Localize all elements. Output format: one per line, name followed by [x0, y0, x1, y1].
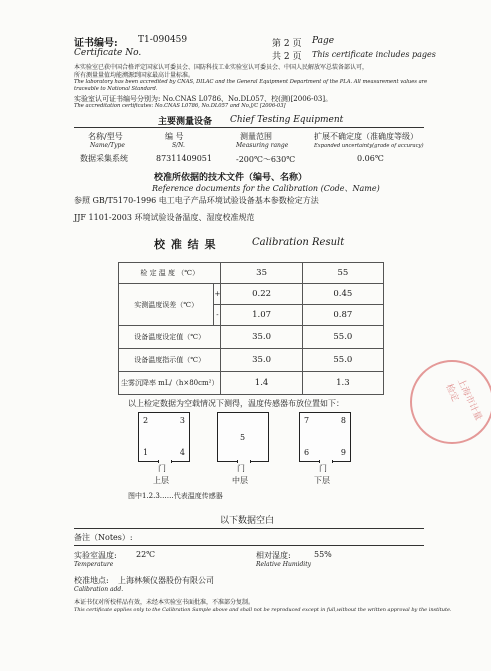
sensor-8: 8: [340, 416, 346, 425]
room-temp-en: Temperature: [74, 561, 114, 568]
setval-a: 35.0: [221, 326, 302, 349]
table-row: [119, 349, 384, 372]
upper-layer-label: 上层: [153, 476, 169, 485]
disclaimer-cn: 本证书仅对所校样品有效，未经本实验室书面批准，不准部分复制。: [74, 599, 255, 606]
accred-en-1: The laboratory has been accredited by CNAS, DILAC and the General Equipment Department of the PLA. All measurement values are: [74, 79, 428, 85]
result-title-cn: 校 准 结 果: [154, 238, 217, 251]
humidity-label: 相对湿度:: [256, 551, 291, 560]
set-temp-label: 检 定 温 度 （℃）: [119, 263, 221, 284]
setval-label: 设备温度设定值（℃）: [119, 326, 221, 349]
sensor-3: 3: [179, 416, 185, 425]
col-sn-cn: 编 号: [165, 132, 184, 141]
red-seal-stamp: [410, 360, 491, 444]
reference-title-cn: 校准所依据的技术文件（编号、名称）: [154, 173, 308, 183]
sensor-1: 1: [143, 448, 149, 457]
accred-cn-1: 本实验室已获中国合格评定国家认可委员会、国防科技工业实验室认可委员会、中国人民解放军总装备部认可，: [74, 64, 369, 71]
blank-note: 以下数据空白: [220, 516, 275, 526]
dev-plus-sign: +: [214, 284, 221, 305]
cert-no-en: Certificate No.: [74, 48, 142, 58]
col-name-cn: 名称/型号: [88, 132, 123, 141]
reference-doc-2: JJF 1101-2003 环境试验设备温度、湿度校准规范: [74, 213, 255, 222]
dev-plus-a: 0.22: [221, 284, 302, 305]
dust-b: 1.3: [302, 372, 383, 395]
total-label: 共 2 页: [272, 52, 302, 62]
sensor-9: 9: [340, 448, 346, 457]
remarks-label: 备注（Notes）:: [74, 533, 133, 542]
cert-no-value: T1-090459: [138, 35, 188, 45]
result-table: [118, 262, 384, 395]
equipment-title-en: Chief Testing Equipment: [230, 115, 344, 125]
room-temp-value: 22℃: [136, 550, 156, 559]
middle-layer-label: 中层: [232, 476, 248, 485]
result-title-en: Calibration Result: [252, 237, 345, 248]
equipment-rule: [74, 127, 424, 128]
accred-no-en: The accreditation certificates: No.CNAS L0786, No.DL057 and No.J/C [2006-03]: [74, 103, 286, 109]
page-en: Page: [312, 36, 335, 46]
equipment-title-cn: 主要测量设备: [158, 117, 213, 127]
table-row: [119, 284, 384, 305]
layout-caption: 以上检定数据为空载情况下测得，温度传感器布放位置如下：: [128, 399, 344, 408]
room-temp-label: 实验室温度:: [74, 551, 117, 560]
set-temp-b: 55: [302, 263, 383, 284]
middle-layer-box: [217, 412, 269, 462]
table-row: [119, 372, 384, 395]
humidity-value: 55%: [314, 550, 332, 559]
lower-layer-box: [299, 412, 351, 462]
dev-label: 实测温度误差（℃）: [119, 284, 214, 326]
indval-a: 35.0: [221, 349, 302, 372]
accred-en-2: traceable to National Standard.: [74, 86, 158, 92]
sensor-7: 7: [304, 416, 310, 425]
col-range-cn: 测量范围: [240, 132, 272, 141]
accred-no-cn: 实验室认可证书编号分别为: No.CNAS L0786、No.DL057、校(测)[2006-03]。: [74, 95, 333, 103]
lower-door-label: 门: [319, 464, 327, 473]
reference-doc-1: 参照 GB/T5170-1996 电工电子产品环境试验设备基本参数检定方法: [74, 196, 319, 205]
sensor-6: 6: [304, 448, 310, 457]
set-temp-a: 35: [221, 263, 302, 284]
reference-title-en: Reference documents for the Calibration (Code、Name): [152, 184, 380, 193]
middle-door-label: 门: [237, 464, 245, 473]
table-row: [119, 326, 384, 349]
indval-label: 设备温度指示值（℃）: [119, 349, 221, 372]
lower-layer-label: 下层: [314, 476, 330, 485]
equip-row-name: 数据采集系统: [80, 154, 128, 163]
calib-location-value: 上海林频仪器股份有限公司: [118, 576, 214, 585]
sensor-caption: 图中1.2.3……代表温度传感器: [128, 492, 223, 500]
page-label: 第 2 页: [272, 39, 302, 49]
equip-row-range: -200℃～630℃: [236, 155, 296, 164]
table-row: [119, 263, 384, 284]
indval-b: 55.0: [302, 349, 383, 372]
sensor-2: 2: [143, 416, 149, 425]
col-name-en: Name/Type: [90, 142, 125, 149]
setval-b: 55.0: [302, 326, 383, 349]
notes-top-rule: [74, 528, 424, 529]
cert-no-label: 证书编号:: [74, 38, 118, 49]
dust-label: 尘雾沉降率 mL/（h×80cm²）: [119, 372, 221, 395]
sensor-5: 5: [240, 433, 246, 442]
col-unc-cn: 扩展不确定度（准确度等级）: [314, 132, 418, 141]
sensor-4: 4: [179, 448, 185, 457]
dev-minus-a: 1.07: [221, 305, 302, 326]
calib-location-en: Calibration add.: [74, 586, 124, 593]
stamp-text: 上海市计量检定: [443, 377, 484, 423]
notes-bottom-rule: [74, 545, 424, 546]
dev-plus-b: 0.45: [302, 284, 383, 305]
col-unc-en: Expanded uncertainty(grade of accuracy): [314, 143, 424, 149]
upper-layer-box: [138, 412, 190, 462]
upper-door-label: 门: [158, 464, 166, 473]
accred-cn-2: 所有测量量值均能溯源到国家最高计量标准。: [74, 72, 195, 79]
equip-row-unc: 0.06℃: [357, 154, 384, 163]
dev-minus-b: 0.87: [302, 305, 383, 326]
dev-minus-sign: -: [214, 305, 221, 326]
equip-row-sn: 87311409051: [156, 154, 212, 163]
disclaimer-en: This certificate applies only to the Calibration Sample above and shall not be reproduced except in full,without the written approval by the institute.: [74, 607, 452, 613]
col-sn-en: S/N.: [172, 142, 185, 149]
dust-a: 1.4: [221, 372, 302, 395]
col-range-en: Measuring range: [236, 142, 289, 149]
calib-location-label: 校准地点:: [74, 576, 109, 585]
total-en: This certificate includes pages: [312, 50, 436, 59]
humidity-en: Relative Humidity: [256, 561, 312, 568]
